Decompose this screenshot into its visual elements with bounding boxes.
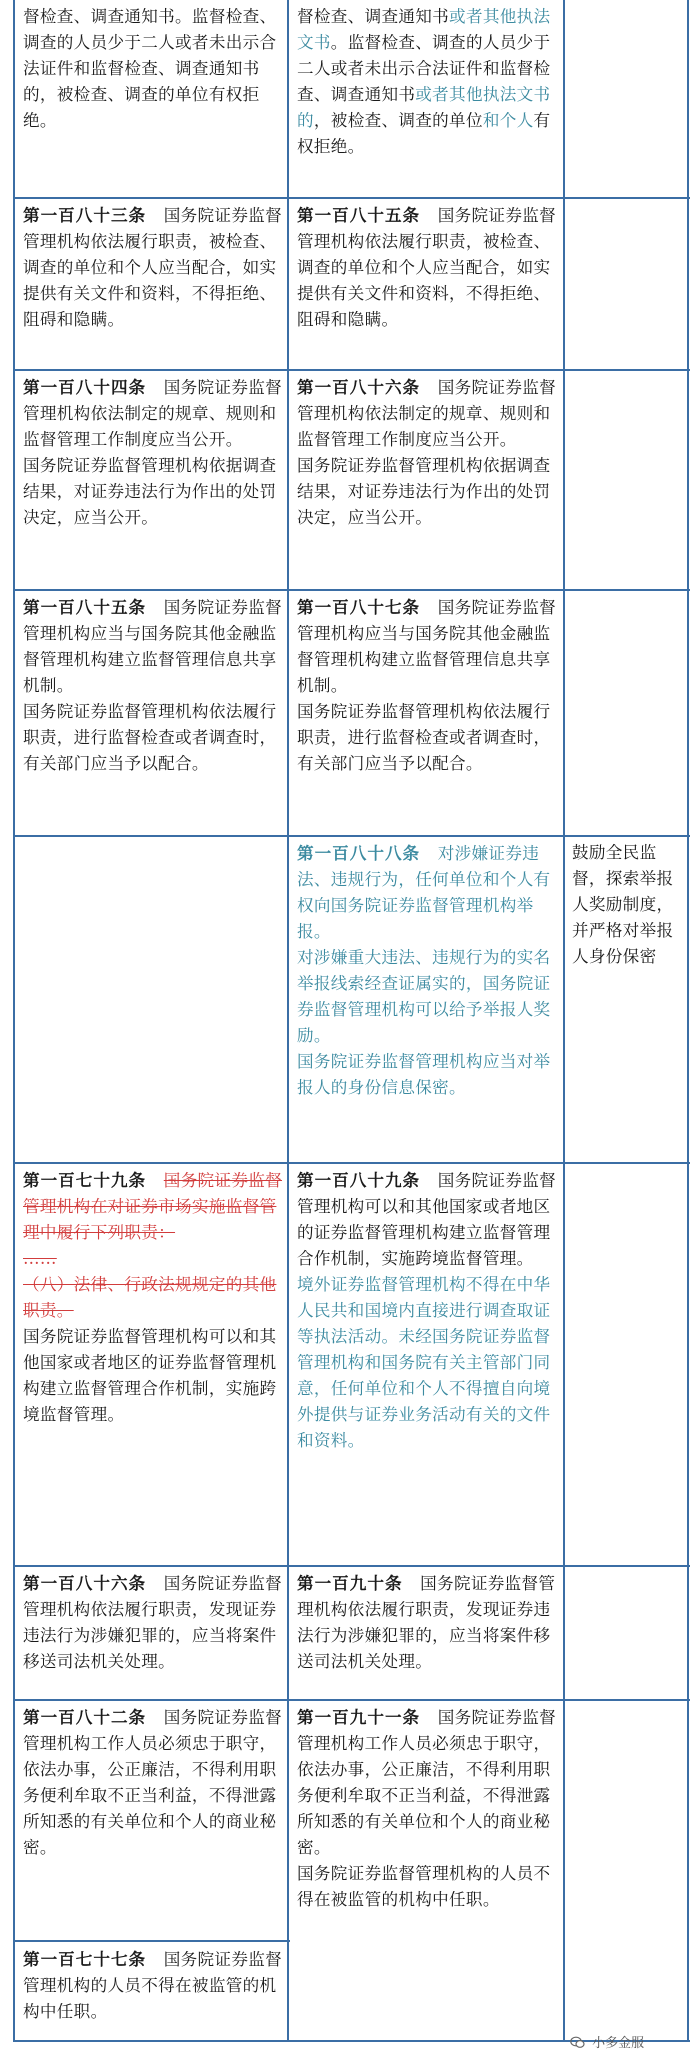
- column-divider: [687, 0, 689, 2042]
- watermark-text: 小多金服: [592, 2036, 645, 2051]
- clause-text: 国务院证券监督管理机构依法履行职责，发现证券违法行为涉嫌犯罪的，应当将案件移送司法机关处理。: [23, 1574, 283, 1671]
- new-law-cell: [288, 1700, 564, 2040]
- watermark: [570, 2032, 644, 2051]
- note-cell: [564, 198, 690, 370]
- note-cell: [564, 1566, 690, 1700]
- clause-text: 国务院证券监督管理机构依法履行职责，被检查、调查的单位和个人应当配合，如实提供有关文件和资料，不得拒绝、阻碍和隐瞒。: [297, 206, 557, 329]
- added-text: 和个人: [482, 111, 534, 130]
- clause-text: 国务院证券监督管理机构依据调查结果，对证券违法行为作出的处罚决定，应当公开。: [297, 456, 551, 527]
- clause-text: 国务院证券监督管理机构依法履行职责，进行监督检查或者调查时，有关部门应当予以配合。: [23, 702, 277, 773]
- article-number: 第一百八十五条: [297, 205, 438, 225]
- article-number: 第一百八十五条: [23, 597, 164, 617]
- added-text: 国务院证券监督管理机构应当对举报人的身份信息保密。: [297, 1052, 551, 1097]
- deleted-text: （八）法律、行政法规规定的其他职责。: [23, 1275, 277, 1320]
- added-text: 境外证券监督管理机构不得在中华人民共和国境内直接进行调查取证等执法活动。未经国务院证券监督管理机构和国务院有关主管部门同意，任何单位和个人不得擅自向境外提供与证券业务活动有关的文件和资料。: [297, 1275, 551, 1450]
- article-number: 第一百九十一条: [297, 1707, 438, 1727]
- article-number: 第一百八十二条: [23, 1707, 164, 1727]
- clause-text: 国务院证券监督管理机构可以和其他国家或者地区的证券监督管理机构建立监督管理合作机制，实施跨境监督管理。: [297, 1171, 557, 1268]
- article-number: 第一百八十六条: [297, 377, 438, 397]
- new-law-cell: [288, 370, 564, 590]
- old-law-cell: [14, 0, 288, 198]
- article-number: 第一百八十八条: [297, 843, 438, 863]
- clause-text: 国务院证券监督管理机构依法履行职责，进行监督检查或者调查时，有关部门应当予以配合。: [297, 702, 551, 773]
- article-number: 第一百七十九条: [23, 1170, 164, 1190]
- deleted-text: ……: [23, 1249, 57, 1268]
- article-number: 第一百八十三条: [23, 205, 164, 225]
- new-law-cell: [288, 1163, 564, 1566]
- clause-text: 国务院证券监督管理机构依法履行职责，发现证券违法行为涉嫌犯罪的，应当将案件移送司法机关处理。: [297, 1574, 556, 1671]
- new-law-cell: [288, 836, 564, 1163]
- old-law-cell: [14, 1700, 288, 1940]
- clause-text: 国务院证券监督管理机构依法制定的规章、规则和监督管理工作制度应当公开。: [23, 378, 283, 449]
- clause-text: 有权拒绝。: [297, 111, 551, 156]
- note-cell: [564, 590, 690, 836]
- note-cell: [564, 1700, 690, 2040]
- column-divider: [563, 0, 565, 2042]
- article-number: 第一百八十七条: [297, 597, 438, 617]
- clause-text: 国务院证券监督管理机构工作人员必须忠于职守，依法办事，公正廉洁，不得利用职务便利牟取不正当利益，不得泄露所知悉的有关单位和个人的商业秘密。: [297, 1708, 557, 1857]
- old-law-cell: [14, 590, 288, 836]
- new-law-cell: [288, 0, 564, 198]
- article-number: 第一百八十九条: [297, 1170, 438, 1190]
- column-divider: [13, 0, 15, 2042]
- clause-text: 国务院证券监督管理机构工作人员必须忠于职守，依法办事，公正廉洁，不得利用职务便利牟取不正当利益，不得泄露所知悉的有关单位和个人的商业秘密。: [23, 1708, 283, 1857]
- clause-text: 国务院证券监督管理机构依据调查结果，对证券违法行为作出的处罚决定，应当公开。: [23, 456, 277, 527]
- clause-text: 。监督检查、调查的人员少于二人或者未出示合法证件和监督检查、调查通知书: [297, 33, 551, 104]
- note-cell: [564, 1163, 690, 1566]
- row-divider: [14, 1162, 690, 1164]
- added-text: 或者其他执法文书的: [297, 85, 551, 130]
- article-number: 第一百八十四条: [23, 377, 164, 397]
- clause-text: 国务院证券监督管理机构应当与国务院其他金融监督管理机构建立监督管理信息共享机制。: [23, 598, 283, 695]
- old-law-cell: [14, 1942, 288, 2042]
- clause-text: 国务院证券监督管理机构依法制定的规章、规则和监督管理工作制度应当公开。: [297, 378, 557, 449]
- clause-text: 国务院证券监督管理机构的人员不得在被监管的机构中任职。: [297, 1864, 551, 1909]
- new-law-cell: [288, 1566, 564, 1700]
- note-cell: 鼓励全民监督，探索举报人奖励制度，并严格对举报人身份保密: [572, 843, 674, 966]
- note-cell: [564, 0, 690, 198]
- clause-text: 督检查、调查通知书。监督检查、调查的人员少于二人或者未出示合法证件和监督检查、调查通知书的，被检查、调查的单位有权拒绝。: [23, 7, 277, 130]
- clause-text: 国务院证券监督管理机构可以和其他国家或者地区的证券监督管理机构建立监督管理合作机制，实施跨境监督管理。: [23, 1327, 277, 1424]
- old-law-cell: [14, 1566, 288, 1700]
- old-law-cell: [14, 836, 288, 1163]
- clause-text: 督检查、调查通知书: [297, 7, 450, 26]
- added-text: 或者其他执法文书: [297, 7, 551, 52]
- row-divider: [14, 1699, 690, 1701]
- wechat-icon: [570, 2036, 585, 2049]
- article-number: 第一百八十六条: [23, 1573, 164, 1593]
- article-number: 第一百九十条: [297, 1573, 421, 1593]
- row-divider: [14, 1565, 690, 1567]
- deleted-text: 国务院证券监督管理机构在对证券市场实施监督管理中履行下列职责：: [23, 1171, 283, 1242]
- clause-text: 国务院证券监督管理机构的人员不得在被监管的机构中任职。: [23, 1950, 283, 2021]
- row-divider: [14, 589, 690, 591]
- row-divider: [14, 369, 690, 371]
- note-cell: [564, 370, 690, 590]
- new-law-cell: [288, 590, 564, 836]
- old-law-cell: [14, 1163, 288, 1566]
- clause-text: 国务院证券监督管理机构依法履行职责，被检查、调查的单位和个人应当配合，如实提供有关文件和资料，不得拒绝、阻碍和隐瞒。: [23, 206, 283, 329]
- column-divider: [287, 0, 289, 2042]
- clause-text: 国务院证券监督管理机构应当与国务院其他金融监督管理机构建立监督管理信息共享机制。: [297, 598, 557, 695]
- row-divider: [14, 197, 690, 199]
- added-text: 对涉嫌重大违法、违规行为的实名举报线索经查证属实的，国务院证券监督管理机构可以给予举报人奖励。: [297, 948, 551, 1045]
- old-law-cell: [14, 198, 288, 370]
- clause-text: ，被检查、调查的单位: [313, 111, 483, 130]
- new-law-cell: [288, 198, 564, 370]
- old-law-cell: [14, 370, 288, 590]
- added-text: 对涉嫌证券违法、违规行为，任何单位和个人有权向国务院证券监督管理机构举报。: [297, 844, 551, 941]
- article-number: 第一百七十七条: [23, 1949, 164, 1969]
- row-divider: [14, 1940, 290, 1942]
- row-divider: [14, 835, 690, 837]
